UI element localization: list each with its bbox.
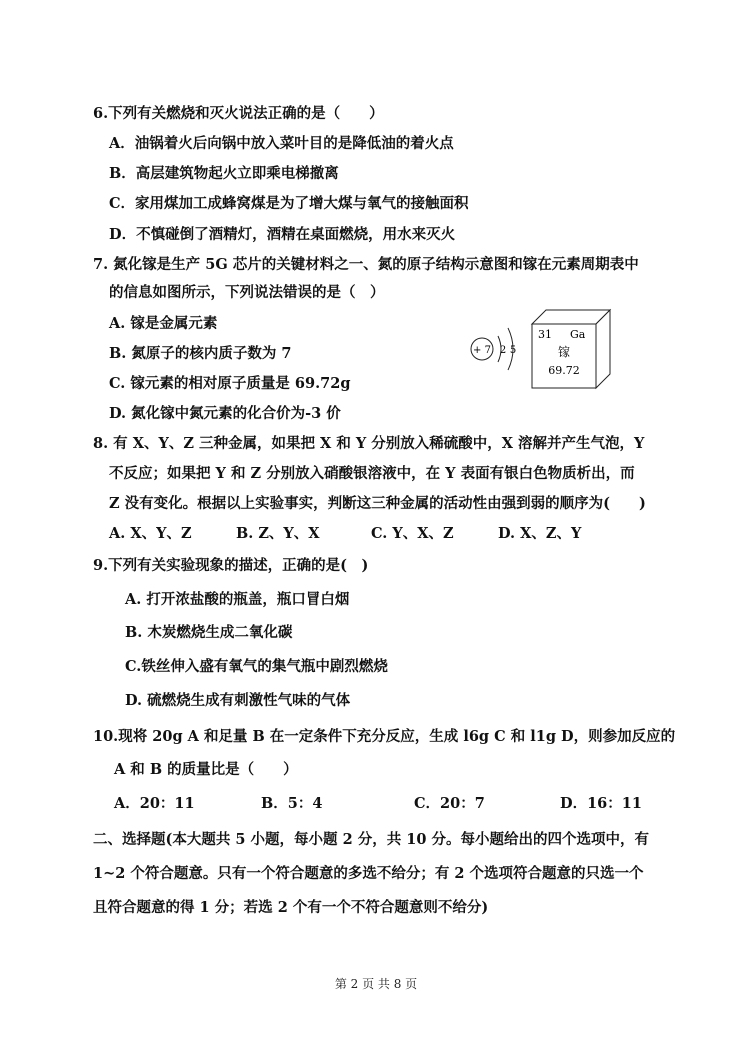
nucleus-charge: + 7	[473, 345, 491, 356]
q8-stem-line1: 8. 有 X、Y、Z 三种金属，如果把 X 和 Y 分别放入稀硫酸中，X 溶解并产生气泡，Y	[93, 435, 645, 452]
q7-option-c: C. 镓元素的相对原子质量是 69.72g	[109, 375, 351, 392]
q10-stem-line1: 10.现将 20g A 和足量 B 在一定条件下充分反应，生成 l6g C 和 l1g D，则参加反应的	[93, 728, 676, 745]
q7-stem-line2: 的信息如图所示，下列说法错误的是（ ）	[109, 284, 385, 301]
q8-stem-line3: Z 没有变化。根据以上实验事实，判断这三种金属的活动性由强到弱的顺序为( )	[109, 495, 646, 512]
q10-option-d: D．16：11	[560, 795, 642, 812]
shell2-electrons: 5	[509, 345, 517, 356]
atomic-number: 31	[538, 328, 552, 341]
section2-line3: 且符合题意的得 1 分；若选 2 个有一个不符合题意则不给分)	[93, 899, 489, 916]
q8-stem-line2: 不反应；如果把 Y 和 Z 分别放入硝酸银溶液中，在 Y 表面有银白色物质析出，而	[109, 465, 635, 482]
element-symbol: Ga	[570, 328, 586, 341]
q9-option-b: B. 木炭燃烧生成二氧化碳	[125, 624, 293, 641]
q6-option-c: C．家用煤加工成蜂窝煤是为了增大煤与氧气的接触面积	[109, 195, 469, 212]
section2-line1: 二、选择题(本大题共 5 小题，每小题 2 分，共 10 分。每小题给出的四个选项中，有	[93, 831, 650, 848]
q7-option-a: A. 镓是金属元素	[109, 315, 218, 332]
q8-options	[109, 524, 669, 544]
atomic-mass: 69.72	[548, 364, 580, 377]
q9-option-a: A. 打开浓盐酸的瓶盖，瓶口冒白烟	[125, 591, 350, 608]
gallium-element-cell	[532, 310, 610, 388]
q7-option-d: D. 氮化镓中氮元素的化合价为-3 价	[109, 405, 341, 422]
q6-stem: 6.下列有关燃烧和灭火说法正确的是（ ）	[93, 105, 384, 122]
q10-options	[114, 794, 654, 814]
q7-figure	[462, 300, 622, 390]
nitrogen-atom-diagram	[471, 328, 516, 370]
q9-option-c: C.铁丝伸入盛有氧气的集气瓶中剧烈燃烧	[125, 658, 388, 675]
q9-option-d: D. 硫燃烧生成有刺激性气味的气体	[125, 692, 351, 709]
page-footer: 第 2 页 共 8 页	[334, 977, 418, 991]
q10-option-c: C．20：7	[414, 795, 485, 812]
q10-option-a: A．20：11	[114, 795, 195, 812]
q6-option-a: A．油锅着火后向锅中放入菜叶目的是降低油的着火点	[109, 135, 454, 152]
q8-option-d: D. X、Z、Y	[498, 525, 582, 542]
q7-option-b: B. 氮原子的核内质子数为 7	[109, 345, 292, 362]
q8-option-b: B. Z、Y、X	[236, 525, 320, 542]
q10-stem-line2: A 和 B 的质量比是（ ）	[114, 761, 298, 778]
q8-option-c: C. Y、X、Z	[371, 525, 454, 542]
element-name: 镓	[557, 345, 571, 359]
q8-option-a: A. X、Y、Z	[109, 525, 192, 542]
q7-stem-line1: 7. 氮化镓是生产 5G 芯片的关键材料之一、氮的原子结构示意图和镓在元素周期表中	[93, 256, 639, 273]
q6-option-d: D．不慎碰倒了酒精灯，酒精在桌面燃烧，用水来灭火	[109, 226, 456, 243]
q10-option-b: B．5：4	[261, 795, 323, 812]
section2-line2: 1~2 个符合题意。只有一个符合题意的多选不给分；有 2 个选项符合题意的只选一个	[93, 865, 644, 882]
q9-stem: 9.下列有关实验现象的描述，正确的是( )	[93, 557, 369, 574]
q6-option-b: B．高层建筑物起火立即乘电梯撤离	[109, 165, 339, 182]
shell1-electrons: 2	[499, 345, 507, 356]
